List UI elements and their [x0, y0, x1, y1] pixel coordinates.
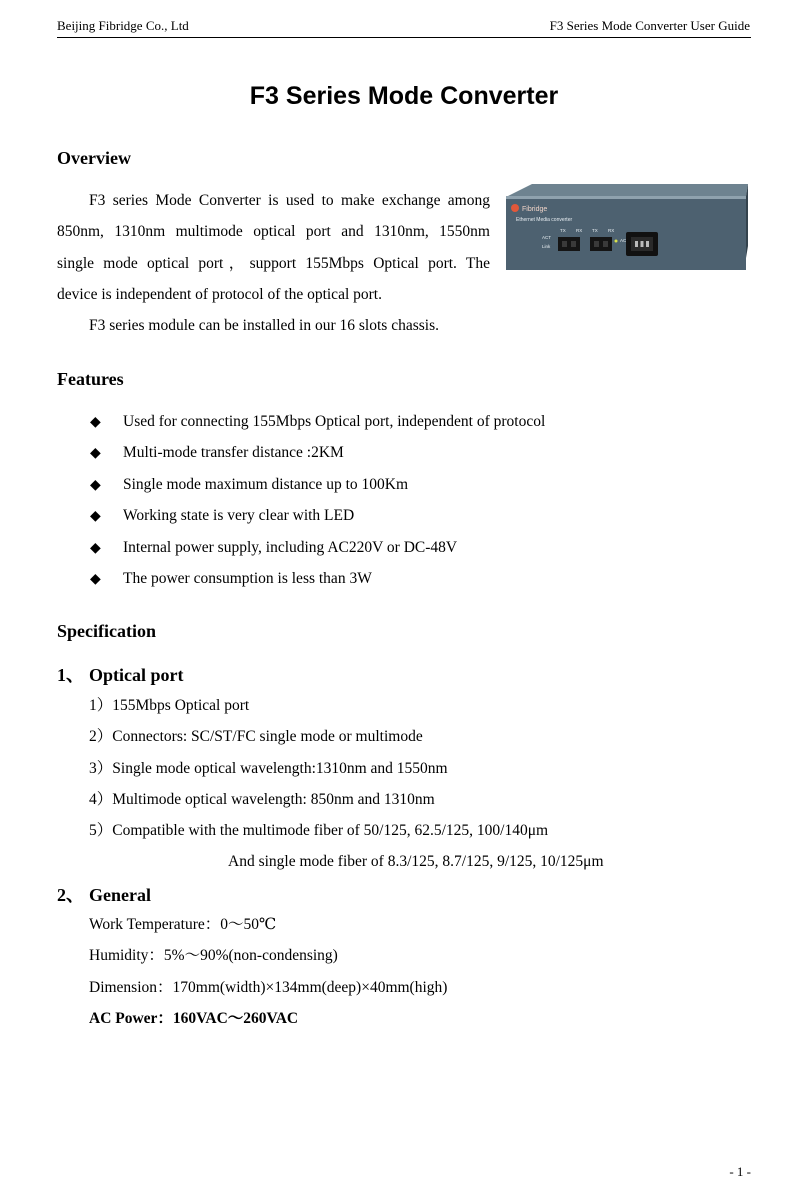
bullet-icon: ◆ [90, 446, 101, 461]
humidity: Humidity：5%～90%(non-condensing) [89, 947, 338, 964]
port-2-socket-b [603, 241, 608, 247]
optical-item [89, 696, 249, 716]
feature-item [90, 443, 344, 464]
optical-item [89, 790, 435, 810]
overview-paragraph-2: F3 series module can be installed in our 16 slots chassis. [89, 317, 439, 334]
feature-item [90, 569, 372, 590]
page-number: - 1 - [729, 1164, 751, 1179]
product-side-panel [746, 184, 748, 258]
item-text: Multimode optical wavelength: 850nm and 1310nm [112, 791, 435, 808]
bullet-icon: ◆ [90, 541, 101, 556]
port-label-rx2: RX [608, 228, 615, 233]
led-label-link: Link [542, 244, 551, 249]
item-number: 2） [89, 728, 113, 745]
port-1-socket-b [571, 241, 576, 247]
product-label: Ethernet Media converter [516, 217, 573, 223]
power-pin-1 [635, 241, 638, 247]
item-number: 3） [89, 760, 113, 777]
header-rule [57, 37, 751, 38]
specification-heading: Specification [57, 621, 156, 641]
overview-line-1: F3 series Mode Converter is used to make exchange among [89, 192, 490, 209]
bullet-icon: ◆ [90, 509, 101, 524]
optical-item [89, 759, 448, 779]
header-company: Beijing Fibridge Co., Ltd [57, 18, 189, 33]
feature-item [90, 412, 545, 433]
feature-item [90, 506, 354, 527]
feature-text: Used for connecting 155Mbps Optical port, independent of protocol [123, 413, 546, 430]
optical-item-continuation: And single mode fiber of 8.3/125, 8.7/125, 9/125, 10/125μm [228, 853, 604, 870]
feature-item [90, 538, 457, 559]
port-label-tx2: TX [592, 228, 598, 233]
led-label-act: ACT [542, 235, 551, 240]
general-heading [57, 884, 151, 906]
feature-item [90, 475, 408, 496]
port-label-rx1: RX [576, 228, 583, 233]
overview-line-3: single mode optical port，support 155Mbps Optical port. The [57, 255, 490, 272]
led-indicator [615, 240, 618, 243]
power-pin-2 [641, 241, 644, 247]
product-brand: Fibridge [522, 206, 548, 213]
item-number: 5） [89, 822, 113, 839]
bullet-icon: ◆ [90, 478, 101, 493]
overview-line-4: device is independent of protocol of the optical port. [57, 286, 382, 303]
ac-label: AC [620, 238, 627, 243]
dimension: Dimension：170mm(width)×134mm(deep)×40mm(high) [89, 979, 448, 996]
product-top-panel [508, 184, 748, 196]
product-image [502, 182, 750, 272]
optical-port-heading [57, 664, 184, 686]
optical-port-1 [558, 237, 580, 251]
bullet-icon: ◆ [90, 415, 101, 430]
port-label-tx1: TX [560, 228, 566, 233]
feature-text: Single mode maximum distance up to 100Km [123, 476, 408, 493]
feature-text: Multi-mode transfer distance :2KM [123, 444, 344, 461]
optical-item [89, 821, 548, 841]
feature-text: Working state is very clear with LED [123, 507, 355, 524]
optical-item [89, 727, 423, 747]
item-text: 155Mbps Optical port [112, 697, 250, 714]
item-number: 1） [89, 697, 113, 714]
header-doc-title: F3 Series Mode Converter User Guide [549, 18, 750, 33]
ac-power: AC Power：160VAC～260VAC [89, 1010, 299, 1027]
item-text: Single mode optical wavelength:1310nm and 1550nm [112, 760, 448, 777]
section-number: 1、 [57, 665, 84, 685]
item-text: Connectors: SC/ST/FC single mode or multimode [112, 728, 423, 745]
product-edge-highlight [506, 196, 746, 199]
feature-text: Internal power supply, including AC220V or DC-48V [123, 539, 458, 556]
optical-port-2 [590, 237, 612, 251]
section-number: 2、 [57, 885, 84, 905]
page-title: F3 Series Mode Converter [249, 82, 559, 110]
item-number: 4） [89, 791, 113, 808]
section-title: General [89, 885, 151, 905]
overview-line-2: 850nm, 1310nm multimode optical port and 1310nm, 1550nm [57, 223, 490, 240]
bullet-icon: ◆ [90, 572, 101, 587]
brand-logo-icon [511, 204, 519, 212]
features-heading: Features [57, 369, 124, 389]
work-temperature: Work Temperature：0～50℃ [89, 916, 277, 933]
item-text: Compatible with the multimode fiber of 50/125, 62.5/125, 100/140μm [112, 822, 549, 839]
overview-heading: Overview [57, 148, 131, 168]
port-1-socket-a [562, 241, 567, 247]
port-2-socket-a [594, 241, 599, 247]
section-title: Optical port [89, 665, 184, 685]
feature-text: The power consumption is less than 3W [123, 570, 372, 587]
power-pin-3 [646, 241, 649, 247]
